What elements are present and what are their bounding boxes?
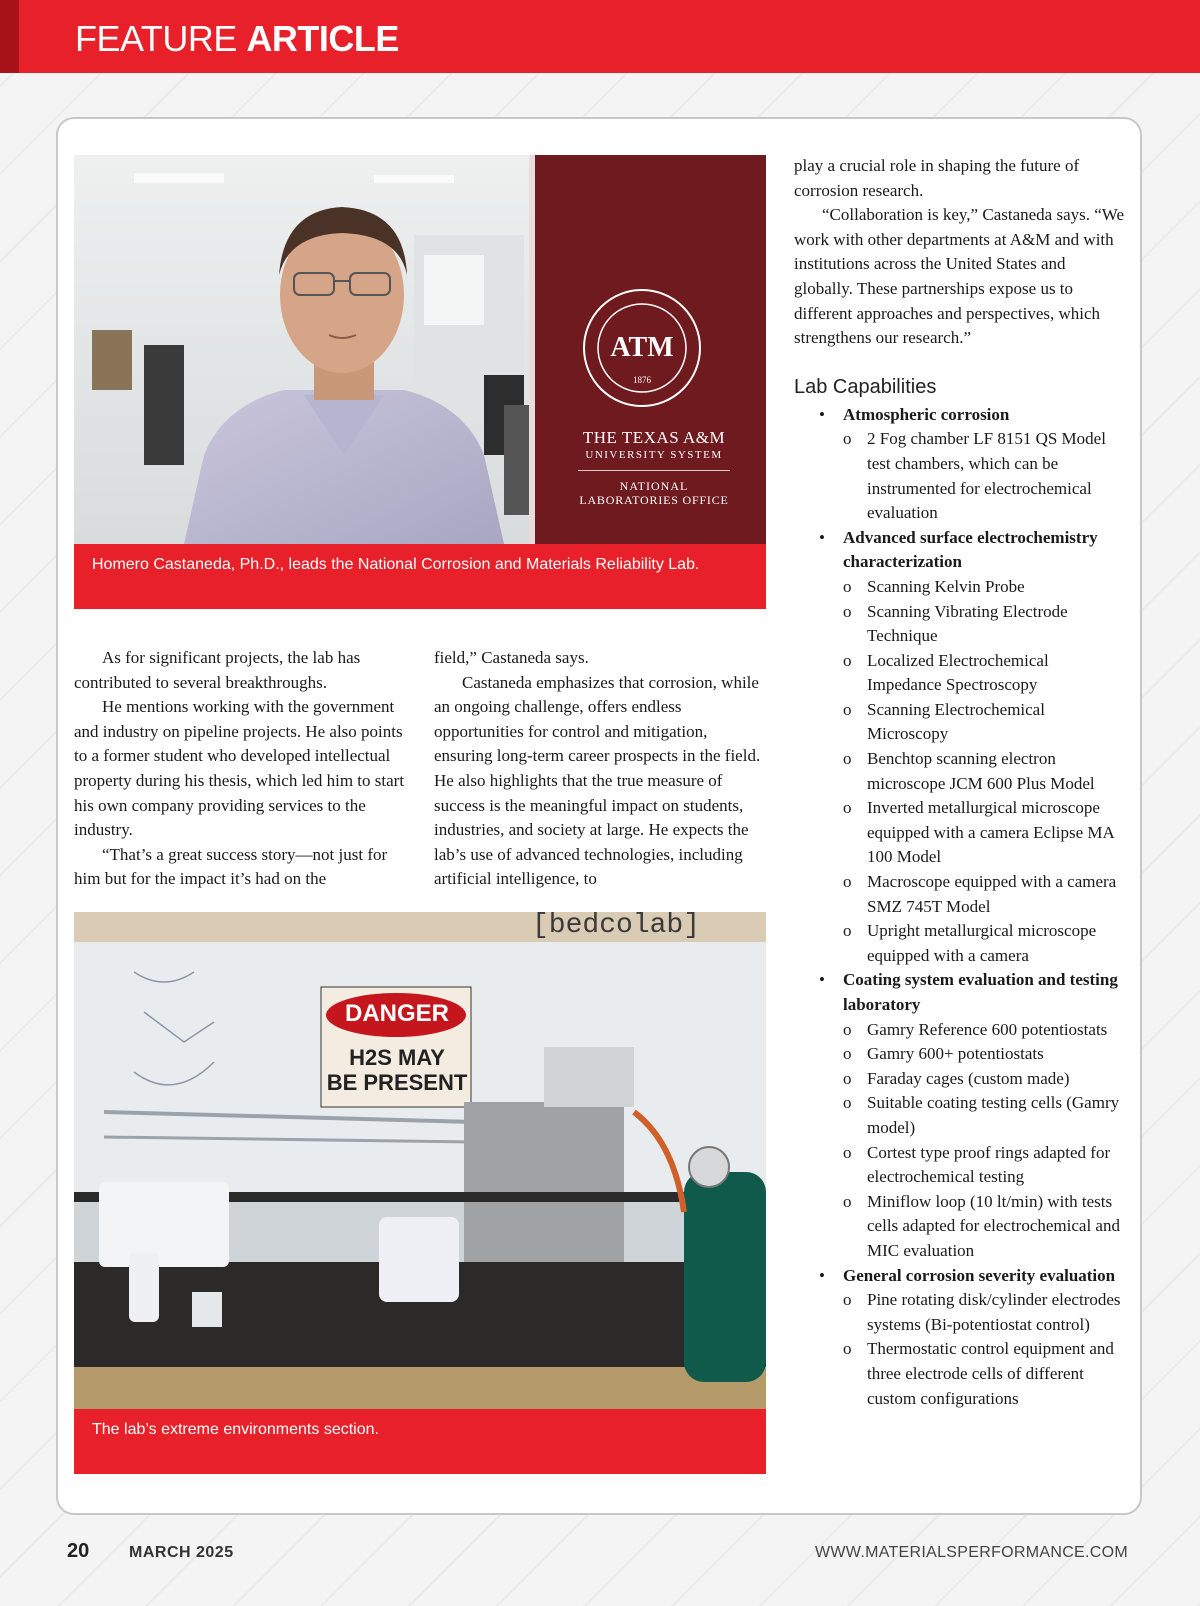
header-accent-strip (0, 0, 19, 73)
capability-item (843, 1190, 1124, 1264)
sub-bullet-icon: o (843, 798, 852, 818)
capability-items (843, 1018, 1124, 1264)
paragraph: play a crucial role in shaping the future of corrosion research. (794, 156, 1080, 200)
sub-bullet-icon: o (843, 601, 852, 621)
sub-bullet-icon: o (843, 1019, 852, 1039)
capability-item (843, 1042, 1124, 1067)
capability-item (843, 600, 1124, 649)
danger-sign-line-1: H2S MAY (349, 1045, 445, 1070)
capability-item-text: Miniflow loop (10 lt/min) with tests cells adapted for electrochemical and MIC evaluation (867, 1191, 1120, 1260)
sub-bullet-icon: o (843, 429, 852, 449)
danger-sign-label: DANGER (344, 1000, 449, 1027)
paragraph: “That’s a great success story—not just for him but for the impact it’s had on the (74, 844, 388, 889)
sub-bullet-icon: o (843, 1142, 852, 1162)
section-title-bold: ARTICLE (246, 18, 399, 59)
section-title (75, 18, 399, 59)
sub-bullet-icon: o (843, 1068, 852, 1088)
capability-item-text: Macroscope equipped with a camera SMZ 745T Model (867, 872, 1117, 916)
bullet-icon: • (819, 527, 825, 547)
category-title: General corrosion severity evaluation (843, 1265, 1116, 1285)
capability-item-text: 2 Fog chamber LF 8151 QS Model test chambers, which can be instrumented for electrochemical evaluation (867, 429, 1106, 523)
capability-item (843, 1067, 1124, 1092)
page-number: 20 (67, 1540, 90, 1562)
paragraph: Castaneda emphasizes that corrosion, while an ongoing challenge, offers endless opportunities for control and mitigation, ensuring long-term career prospects in the field. He also highlights that the true measure of success is the meaningful impact on students, industries, and society at large. He expects the lab’s use of advanced technologies, including artificial intelligence, to (434, 672, 761, 889)
paragraph: As for significant projects, the lab has contributed to several breakthroughs. (74, 648, 361, 692)
danger-sign-line-2: BE PRESENT (326, 1070, 468, 1095)
sub-bullet-icon: o (843, 1191, 852, 1211)
logo-line-4: LABORATORIES OFFICE (579, 493, 729, 507)
page-header (0, 0, 1200, 73)
logo-divider (578, 470, 730, 471)
svg-text:ATM: ATM (610, 332, 674, 363)
capability-item (843, 1018, 1124, 1043)
capability-item-text: Benchtop scanning electron microscope JCM 600 Plus Model (867, 749, 1095, 793)
sub-bullet-icon: o (843, 1093, 852, 1113)
sub-bullet-icon: o (843, 1339, 852, 1359)
lab-capabilities-heading: Lab Capabilities (794, 375, 937, 398)
bullet-icon: • (819, 1265, 825, 1285)
capability-item-text: Faraday cages (custom made) (867, 1068, 1070, 1088)
category-title: Atmospheric corrosion (843, 404, 1010, 424)
category-title: Coating system evaluation and testing laboratory (843, 970, 1118, 1014)
capability-item (843, 427, 1124, 525)
lab-caption: The lab’s extreme environments section. (74, 1409, 766, 1474)
paragraph: He mentions working with the government and industry on pipeline projects. He also points to a former student who developed intellectual property during his thesis, which led him to start his own company providing services to the industry. (74, 697, 405, 840)
capability-item (843, 575, 1124, 600)
capability-item-text: Inverted metallurgical microscope equipped with a camera Eclipse MA 100 Model (867, 798, 1114, 867)
capability-item-text: Upright metallurgical microscope equipped with a camera (867, 921, 1097, 965)
sub-bullet-icon: o (843, 650, 852, 670)
logo-line-2: UNIVERSITY SYSTEM (585, 449, 723, 461)
sub-bullet-icon: o (843, 872, 852, 892)
capability-item-text: Thermostatic control equipment and three electrode cells of different custom configurations (867, 1339, 1114, 1408)
capability-item (843, 649, 1124, 698)
capability-item (843, 1141, 1124, 1190)
body-column-2 (434, 646, 770, 892)
body-column-1 (74, 646, 410, 892)
bullet-icon: • (819, 404, 825, 424)
logo-line-3: NATIONAL (619, 479, 689, 493)
capability-item (843, 698, 1124, 747)
capability-item (843, 919, 1124, 968)
paragraph: “Collaboration is key,” Castaneda says. “We work with other departments at A&M and with institutions across the United States and globally. These partnerships expose us to different approaches and perspectives, which strengthens our research.” (794, 205, 1125, 348)
capability-item-text: Pine rotating disk/cylinder electrodes systems (Bi-potentiostat control) (867, 1290, 1121, 1334)
paragraph: field,” Castaneda says. (434, 648, 589, 667)
category-title: Advanced surface electrochemistry characterization (843, 527, 1098, 572)
bullet-icon: • (819, 970, 825, 990)
capability-items (843, 1288, 1124, 1411)
capabilities-list (794, 403, 1124, 1411)
lab-photo (74, 912, 766, 1409)
capability-item (843, 796, 1124, 870)
capability-item-text: Scanning Vibrating Electrode Technique (867, 601, 1068, 646)
capability-item (843, 870, 1124, 919)
capability-category (794, 968, 1124, 1263)
sub-bullet-icon: o (843, 699, 852, 719)
capability-category (794, 526, 1124, 969)
capability-item-text: Gamry 600+ potentiostats (867, 1044, 1044, 1064)
website-link[interactable]: WWW.MATERIALSPERFORMANCE.COM (815, 1544, 1128, 1561)
capability-items (843, 427, 1124, 525)
capability-item-text: Localized Electrochemical Impedance Spectroscopy (867, 650, 1049, 695)
logo-line-1: THE TEXAS A&M (582, 428, 726, 447)
body-column-3 (794, 154, 1124, 1411)
capability-item (843, 1091, 1124, 1140)
capability-item (843, 1337, 1124, 1411)
sub-bullet-icon: o (843, 749, 852, 769)
sub-bullet-icon: o (843, 921, 852, 941)
portrait-caption: Homero Castaneda, Ph.D., leads the National Corrosion and Materials Reliability Lab. (74, 544, 766, 609)
capability-item (843, 1288, 1124, 1337)
capability-item (843, 747, 1124, 796)
capability-item-text: Cortest type proof rings adapted for electrochemical testing (867, 1142, 1111, 1187)
capability-category (794, 1264, 1124, 1412)
svg-text:1876: 1876 (633, 375, 651, 385)
sub-bullet-icon: o (843, 1044, 852, 1064)
logo-text (574, 428, 734, 507)
capability-category (794, 403, 1124, 526)
capability-items (843, 575, 1124, 969)
capability-item-text: Suitable coating testing cells (Gamry model) (867, 1093, 1120, 1137)
issue-date: MARCH 2025 (129, 1544, 234, 1561)
capability-item-text: Scanning Kelvin Probe (867, 576, 1025, 596)
capability-item-text: Gamry Reference 600 potentiostats (867, 1019, 1108, 1039)
capability-item-text: Scanning Electrochemical Microscopy (867, 699, 1045, 744)
lab-banner-text: [bedcolab] (532, 910, 701, 941)
sub-bullet-icon: o (843, 576, 852, 596)
sub-bullet-icon: o (843, 1290, 852, 1310)
section-title-light: FEATURE (75, 18, 237, 59)
